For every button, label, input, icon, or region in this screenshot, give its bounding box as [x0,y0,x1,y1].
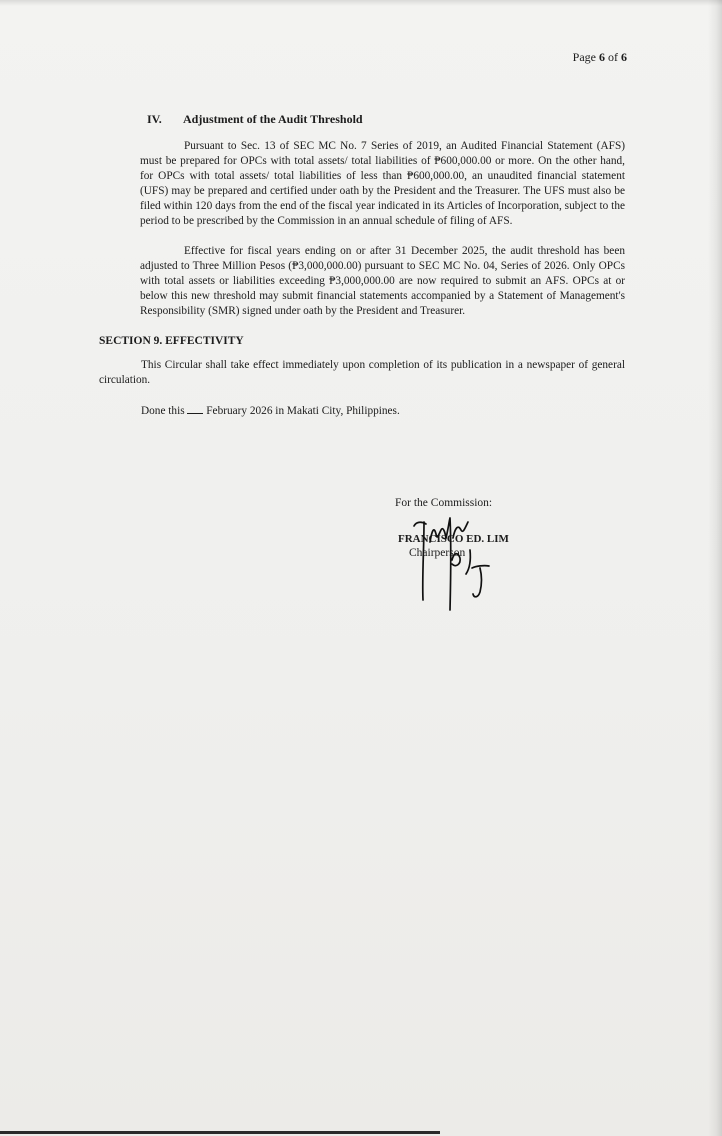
section-iv-heading [147,112,625,127]
page-number-current: 6 [599,50,605,64]
signatory-block [395,497,555,559]
audit-threshold-paragraph-2: Effective for fiscal years ending on or after 31 December 2025, the audit threshold has been adjusted to Three Million Pesos (₱3,000,000.00) pursuant to SEC MC No. 04, Series of 2026. Only OPCs with total assets or liabilities exceeding ₱3,000,000.00 are now required to submit an AFS. OPCs at or below this new threshold may submit financial statements accompanied by a Statement of Management's Responsibility (SMR) signed under oath by the President and Treasurer. [140,245,625,317]
document-body [99,112,625,430]
page-number-total: 6 [621,50,627,64]
signatory-name: FRANCISCO ED. LIM [398,533,509,545]
page-number: Page 6 of 6 [572,50,627,64]
scan-shadow-right [708,0,722,1136]
date-blank-line [187,403,203,414]
signatory-title: Chairperson [409,547,466,559]
bottom-scan-rule [0,1131,440,1134]
for-commission-label: For the Commission: [395,497,493,509]
section-iv-number: IV. [147,112,162,126]
section-9-title: SECTION 9. EFFECTIVITY [99,335,244,347]
audit-threshold-paragraph-1: Pursuant to Sec. 13 of SEC MC No. 7 Series of 2019, an Audited Financial Statement (AFS) must be prepared for OPCs with total assets/ total liabilities of ₱600,000.00 or more. On the other hand, for OPCs with total assets/ total liabilities of less than ₱600,000.00, an unaudited financial statement (UFS) may be prepared and certified under oath by the President and the Treasurer. The UFS must also be filed within 120 days from the end of the fiscal year indicated in its Articles of Incorporation, subject to the period to be prescribed by the Commission in an annual schedule of filing of AFS. [140,140,625,227]
scan-shadow-top [0,0,722,6]
section-iv-title: Adjustment of the Audit Threshold [183,112,363,126]
done-line: Done this February 2026 in Makati City, Philippines. [141,405,400,417]
effectivity-paragraph: This Circular shall take effect immediately upon completion of its publication in a newspaper of general circulation. [99,359,625,386]
